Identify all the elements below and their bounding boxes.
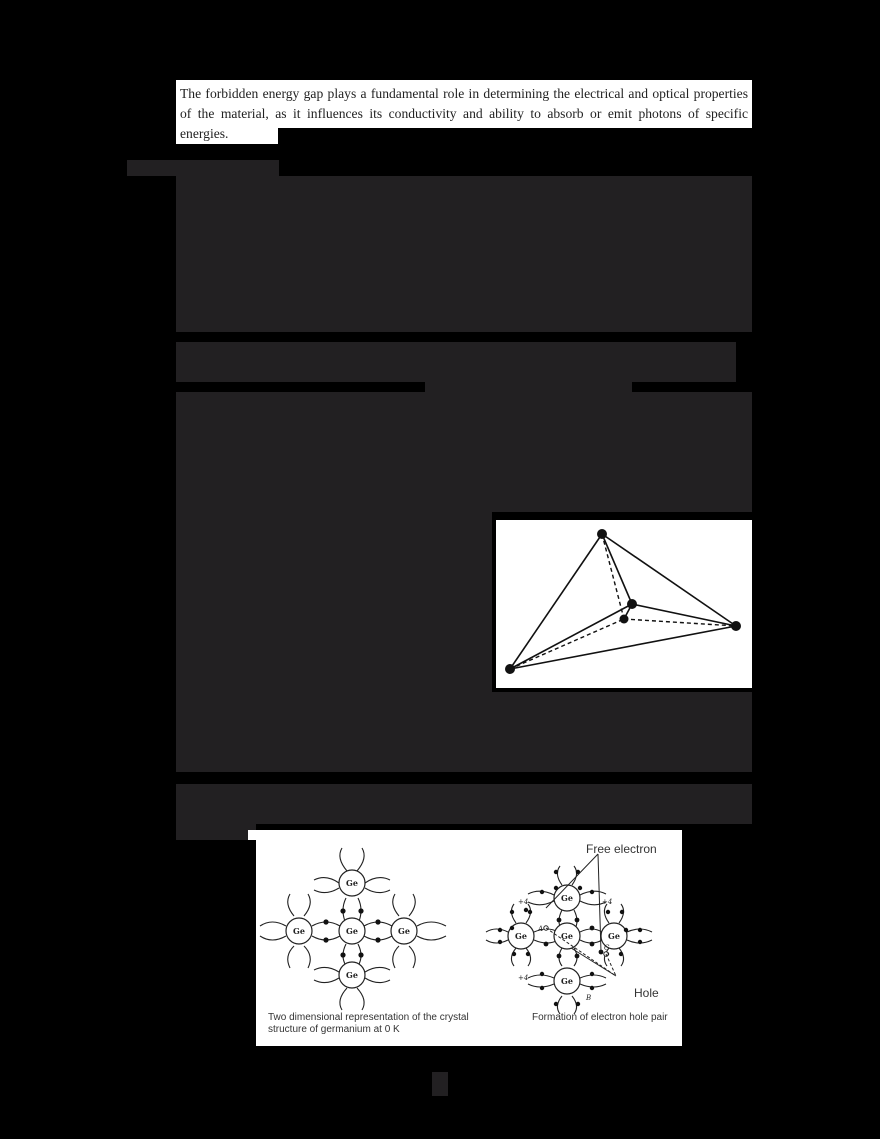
point-label-c: C [604, 944, 610, 952]
ge-atom-label: Ge [561, 931, 573, 941]
charge-label: +4 [518, 974, 529, 982]
tetrahedron-figure [496, 520, 752, 688]
ge-atom-label: Ge [293, 926, 305, 936]
tetrahedron-diagram [496, 520, 752, 688]
point-label-a: A [538, 925, 544, 933]
ge-atom-label: Ge [346, 878, 358, 888]
germanium-figure [256, 838, 682, 1046]
redacted-paragraph-1 [176, 176, 752, 332]
redacted-paragraph-6 [176, 784, 752, 824]
redacted-paragraph-5 [176, 692, 752, 772]
free-electron-label: Free electron [586, 842, 657, 856]
intro-paragraph: The forbidden energy gap plays a fundamental role in determining the electrical and optical properties of the material, as it influences its conductivity and ability to absorb or emit photons of specific energies. [180, 86, 748, 141]
hole-label: Hole [634, 986, 659, 1000]
ge-atom-label: Ge [561, 976, 573, 986]
ge-atom-label: Ge [398, 926, 410, 936]
charge-label: +4 [602, 898, 613, 906]
page-number-redacted [432, 1072, 448, 1096]
germanium-structure-caption: Two dimensional representation of the crystal structure of germanium at 0 K [268, 1012, 469, 1035]
redacted-heading [127, 160, 279, 176]
ge-atom-label: Ge [346, 970, 358, 980]
ge-atom-label: Ge [561, 893, 573, 903]
electron-hole-pair-caption: Formation of electron hole pair [532, 1012, 668, 1023]
charge-label: +4 [518, 898, 529, 906]
redacted-paragraph-4 [176, 512, 492, 692]
point-label-b: B [586, 994, 592, 1002]
ge-atom-label: Ge [346, 926, 358, 936]
redacted-paragraph-3 [176, 392, 752, 512]
redacted-figure-title [176, 824, 256, 840]
ge-atom-label: Ge [608, 931, 620, 941]
redacted-subheading [425, 376, 632, 392]
ge-atom-label: Ge [515, 931, 527, 941]
